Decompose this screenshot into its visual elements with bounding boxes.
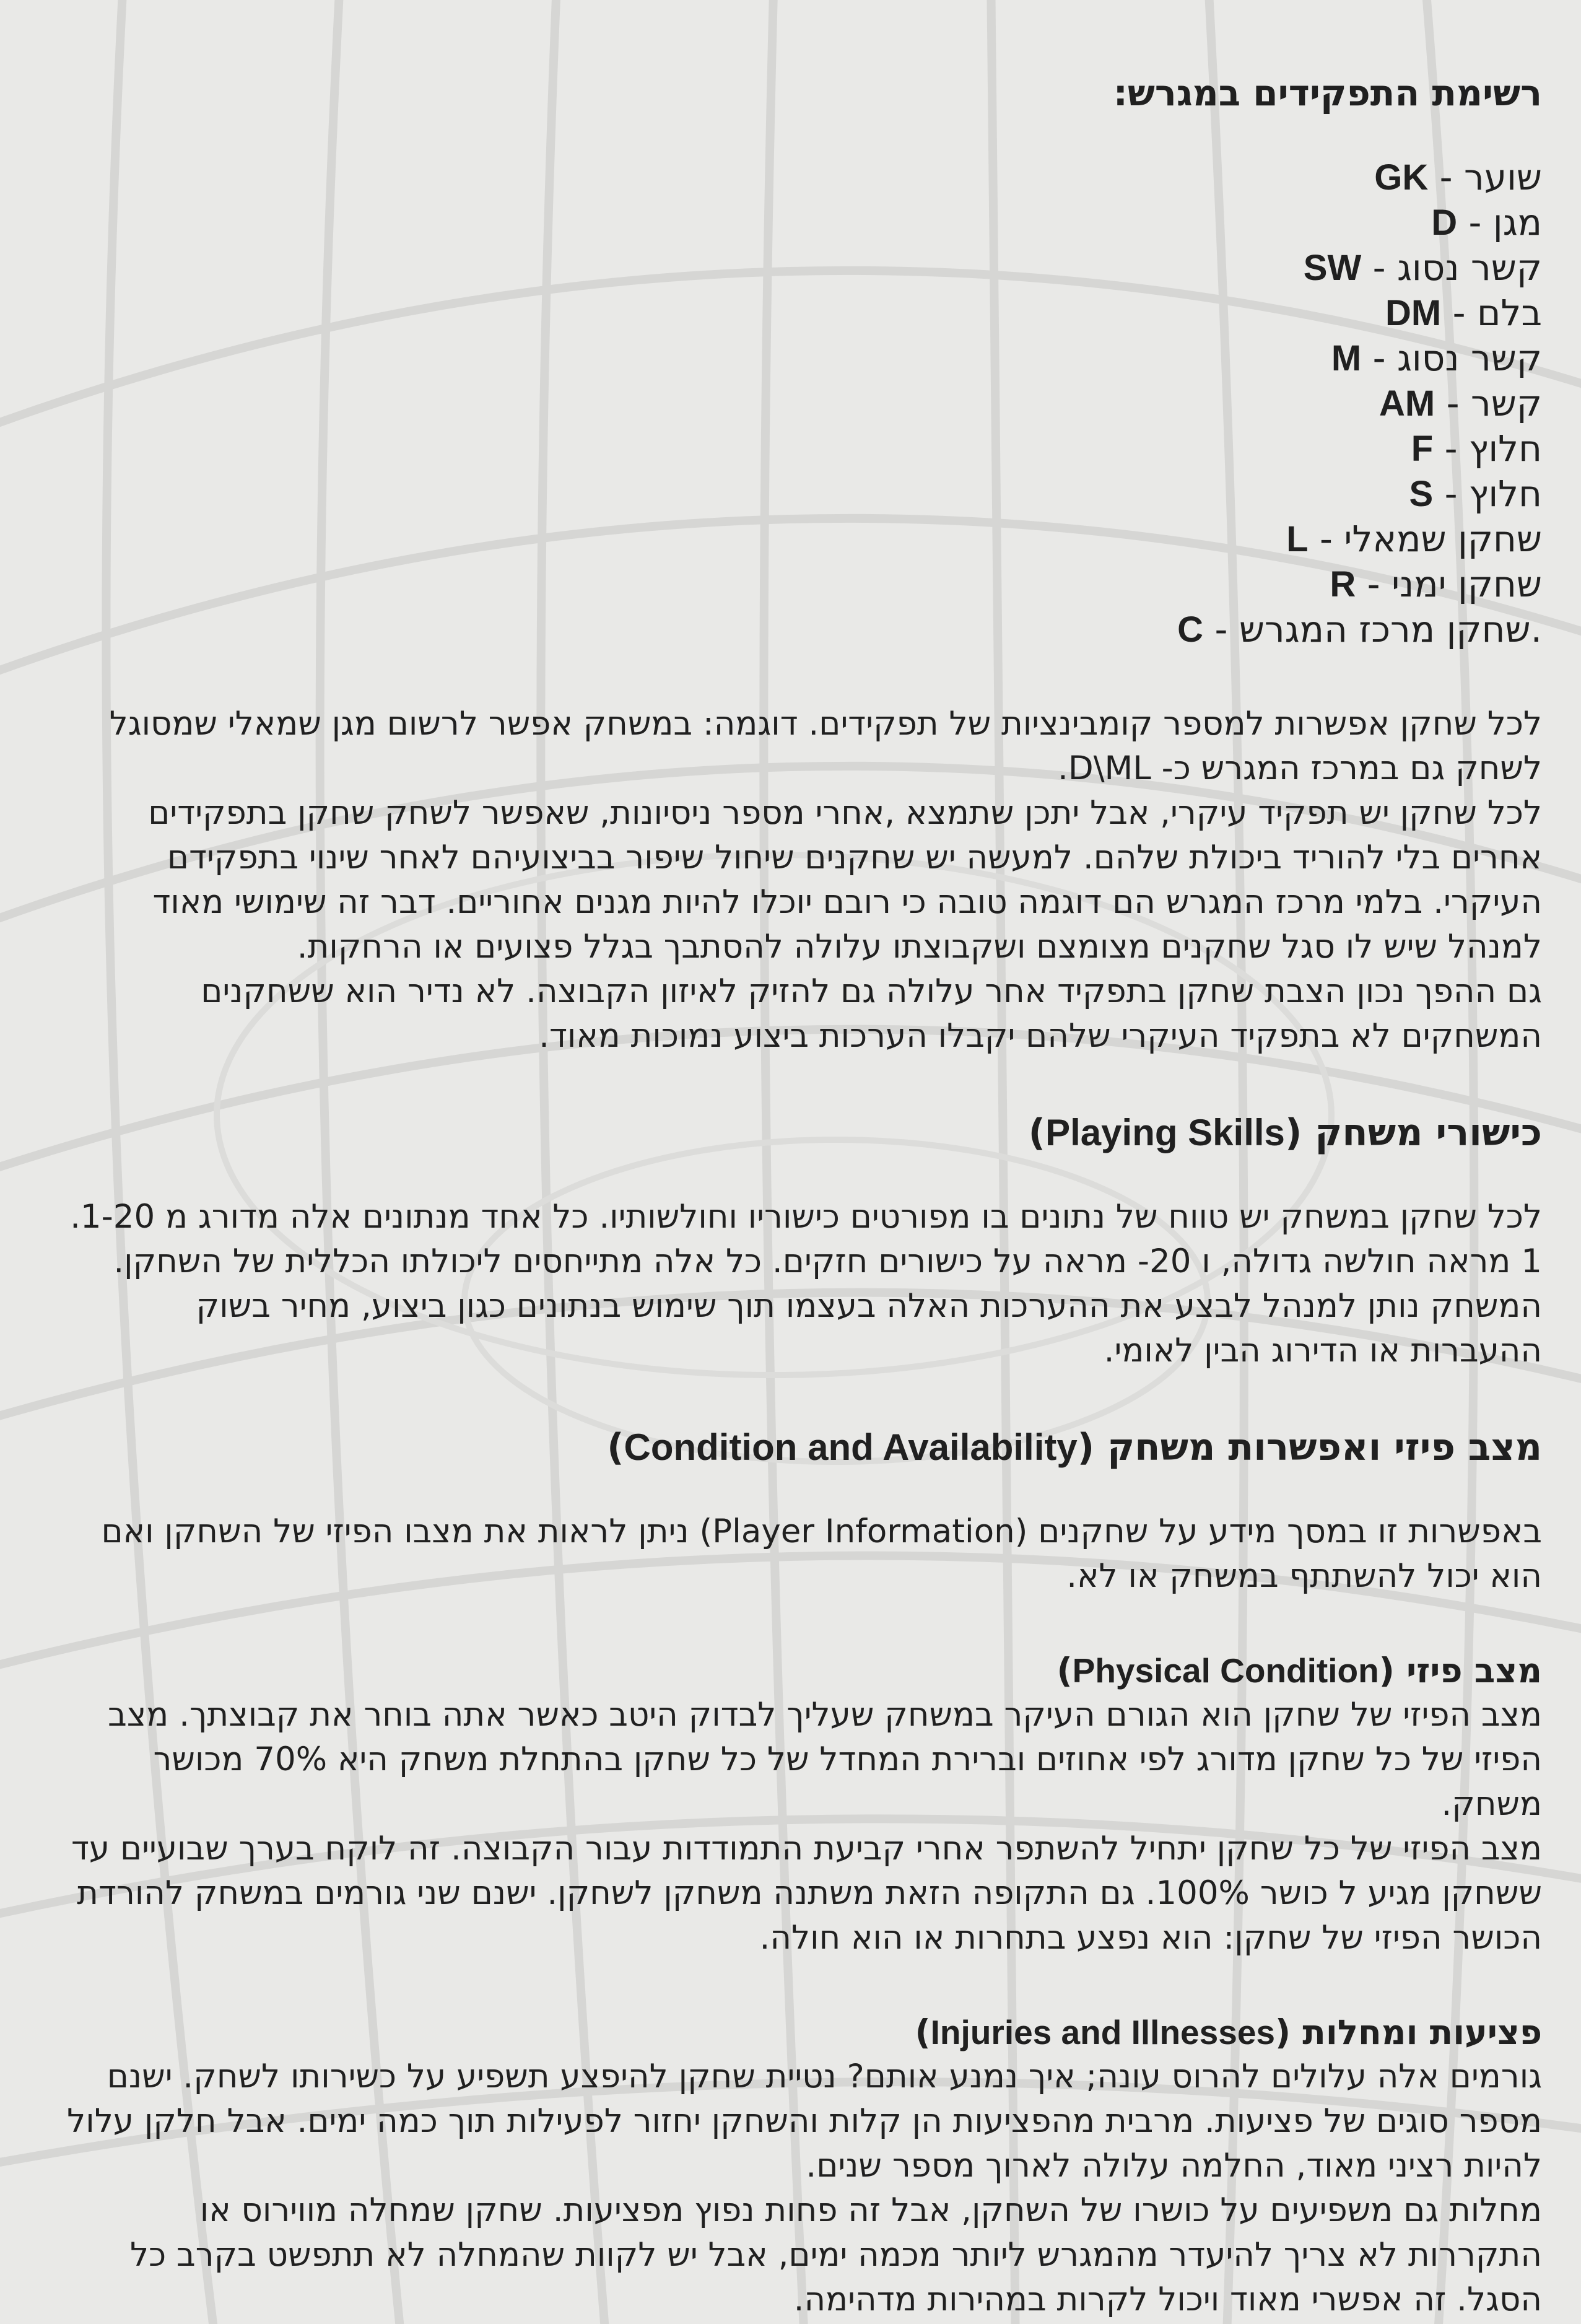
roles-paragraph: גם ההפך נכון הצבת שחקן בתפקיד אחר עלולה גם להזיק לאיזון הקבוצה. לא נדיר הוא ששחקנים המשחקים לא בתפקיד העיקרי שלהם יקבלו הערכות ביצוע נמוכות מאוד. <box>201 972 1542 1055</box>
page-heading: רשימת התפקידים במגרש: <box>1113 72 1542 114</box>
section-title-condition: מצב פיזי ואפשרות משחק (Condition and Availability) <box>607 1426 1542 1469</box>
injuries-paragraph: גורמים אלה עלולים להרוס עונה; איך נמנע אותם? נטיית שחקן להיפצע תשפיע על כשירותו לשחק. ישנם מספר סוגים של פציעות. מרבית מהפציעות הן קלות והשחקן יחזור לפעילות תוך כמה ימים. אבל חלקן עלול להיות רציני מאוד, החלמה עלולה לארוך מספר שנים. <box>67 2058 1542 2185</box>
subsection-title-physical-condition: מצב פיזי (Physical Condition) <box>1056 1651 1542 1690</box>
role-item: M - קשר נסוג <box>1331 337 1542 379</box>
skills-paragraph: לכל שחקן במשחק יש טווח של נתונים בו מפורטים כישוריו וחולשותיו. כל אחד מנתונים אלה מדורג מ 1-20. 1 מראה חולשה גדולה, ו 20- מראה על כישורים חזקים. כל אלה מתייחסים ליכולתו הכללית של השחקן. המשחק נותן למנהל לבצע את ההערכות האלה בעצמו תוך שימוש בנתונים כגון ביצוע, מחיר בשוק ההעברות או הדירוג הבין לאומי. <box>70 1198 1542 1370</box>
role-item: DM - בלם <box>1385 292 1542 334</box>
injuries-paragraph: מחלות גם משפיעים על כושרו של השחקן, אבל זה פחות נפוץ מפציעות. שחקן שמחלה מווירוס או התקררות לא צריך להיעדר מהמגרש ליותר מכמה ימים, אבל יש לקוות שהמחלה לא תתפשט בקרב כל הסגל. זה אפשרי מאוד ויכול לקרות במהירות מדהימה. <box>130 2191 1542 2318</box>
subsection-title-injuries: פציעות ומחלות (Injuries and Illnesses) <box>915 2012 1542 2052</box>
role-item: S - חלוץ <box>1409 473 1542 515</box>
section-title-playing-skills: כישורי משחק (Playing Skills) <box>1028 1111 1542 1155</box>
role-item: L - שחקן שמאלי <box>1286 518 1542 560</box>
role-item: R - שחקן ימני <box>1330 563 1542 605</box>
role-item: C - שחקן מרכז המגרש. <box>1177 608 1542 650</box>
role-item: AM - קשר <box>1379 382 1542 424</box>
roles-paragraph: לכל שחקן יש תפקיד עיקרי, אבל יתכן שתמצא ,אחרי מספר ניסיונות, שאפשר לשחק שחקן בתפקידים אחרים בלי להוריד ביכולת שלהם. למעשה יש שחקנים שיחול שיפור בביצועיהם לאחר שינוי בתפקידם העיקרי. בלמי מרכז המגרש הם דוגמה טובה כי רובם יוכלו להיות מגנים אחוריים. דבר זה שימושי מאוד למנהל שיש לו סגל שחקנים מצומצם ושקבוצתו עלולה להסתבך בגלל פצועים או הרחקות. <box>148 794 1542 966</box>
condition-paragraph: באפשרות זו במסך מידע על שחקנים (Player Information) ניתן לראות את מצבו הפיזי של השחקן ואם הוא יכול להשתתף במשחק או לא. <box>101 1513 1542 1595</box>
roles-paragraph: לכל שחקן אפשרות למספר קומבינציות של תפקידים. דוגמה: במשחק אפשר לרשום מגן שמאלי שמסוגל לשחק גם במרכז המגרש כ- D\ML. <box>109 705 1542 787</box>
role-item: F - חלוץ <box>1411 427 1542 470</box>
role-item: D - מגן <box>1431 201 1542 243</box>
role-item: SW - קשר נסוג <box>1303 247 1542 289</box>
role-item: GK - שוער <box>1374 156 1542 198</box>
physical-paragraph: מצב הפיזי של כל שחקן יתחיל להשתפר אחרי קביעת התמודדות עבור הקבוצה. זה לוקח בערך שבועיים עד ששחקן מגיע ל כושר 100%. גם התקופה הזאת משתנה משחקן לשחקן. ישנם שני גורמים במשחק להורדת הכושר הפיזי של שחקן: הוא נפצע בתחרות או הוא חולה. <box>71 1830 1542 1957</box>
physical-paragraph: מצב הפיזי של שחקן הוא הגורם העיקר במשחק שעליך לבדוק היטב כאשר אתה בוחר את קבוצתך. מצב הפיזי של כל שחקן מדורג לפי אחוזים וברירת המחדל של כל שחקן בהתחלת משחק היא 70% מכושר משחק. <box>108 1696 1542 1823</box>
roles-list <box>62 155 1542 652</box>
document-page <box>62 68 1542 2322</box>
